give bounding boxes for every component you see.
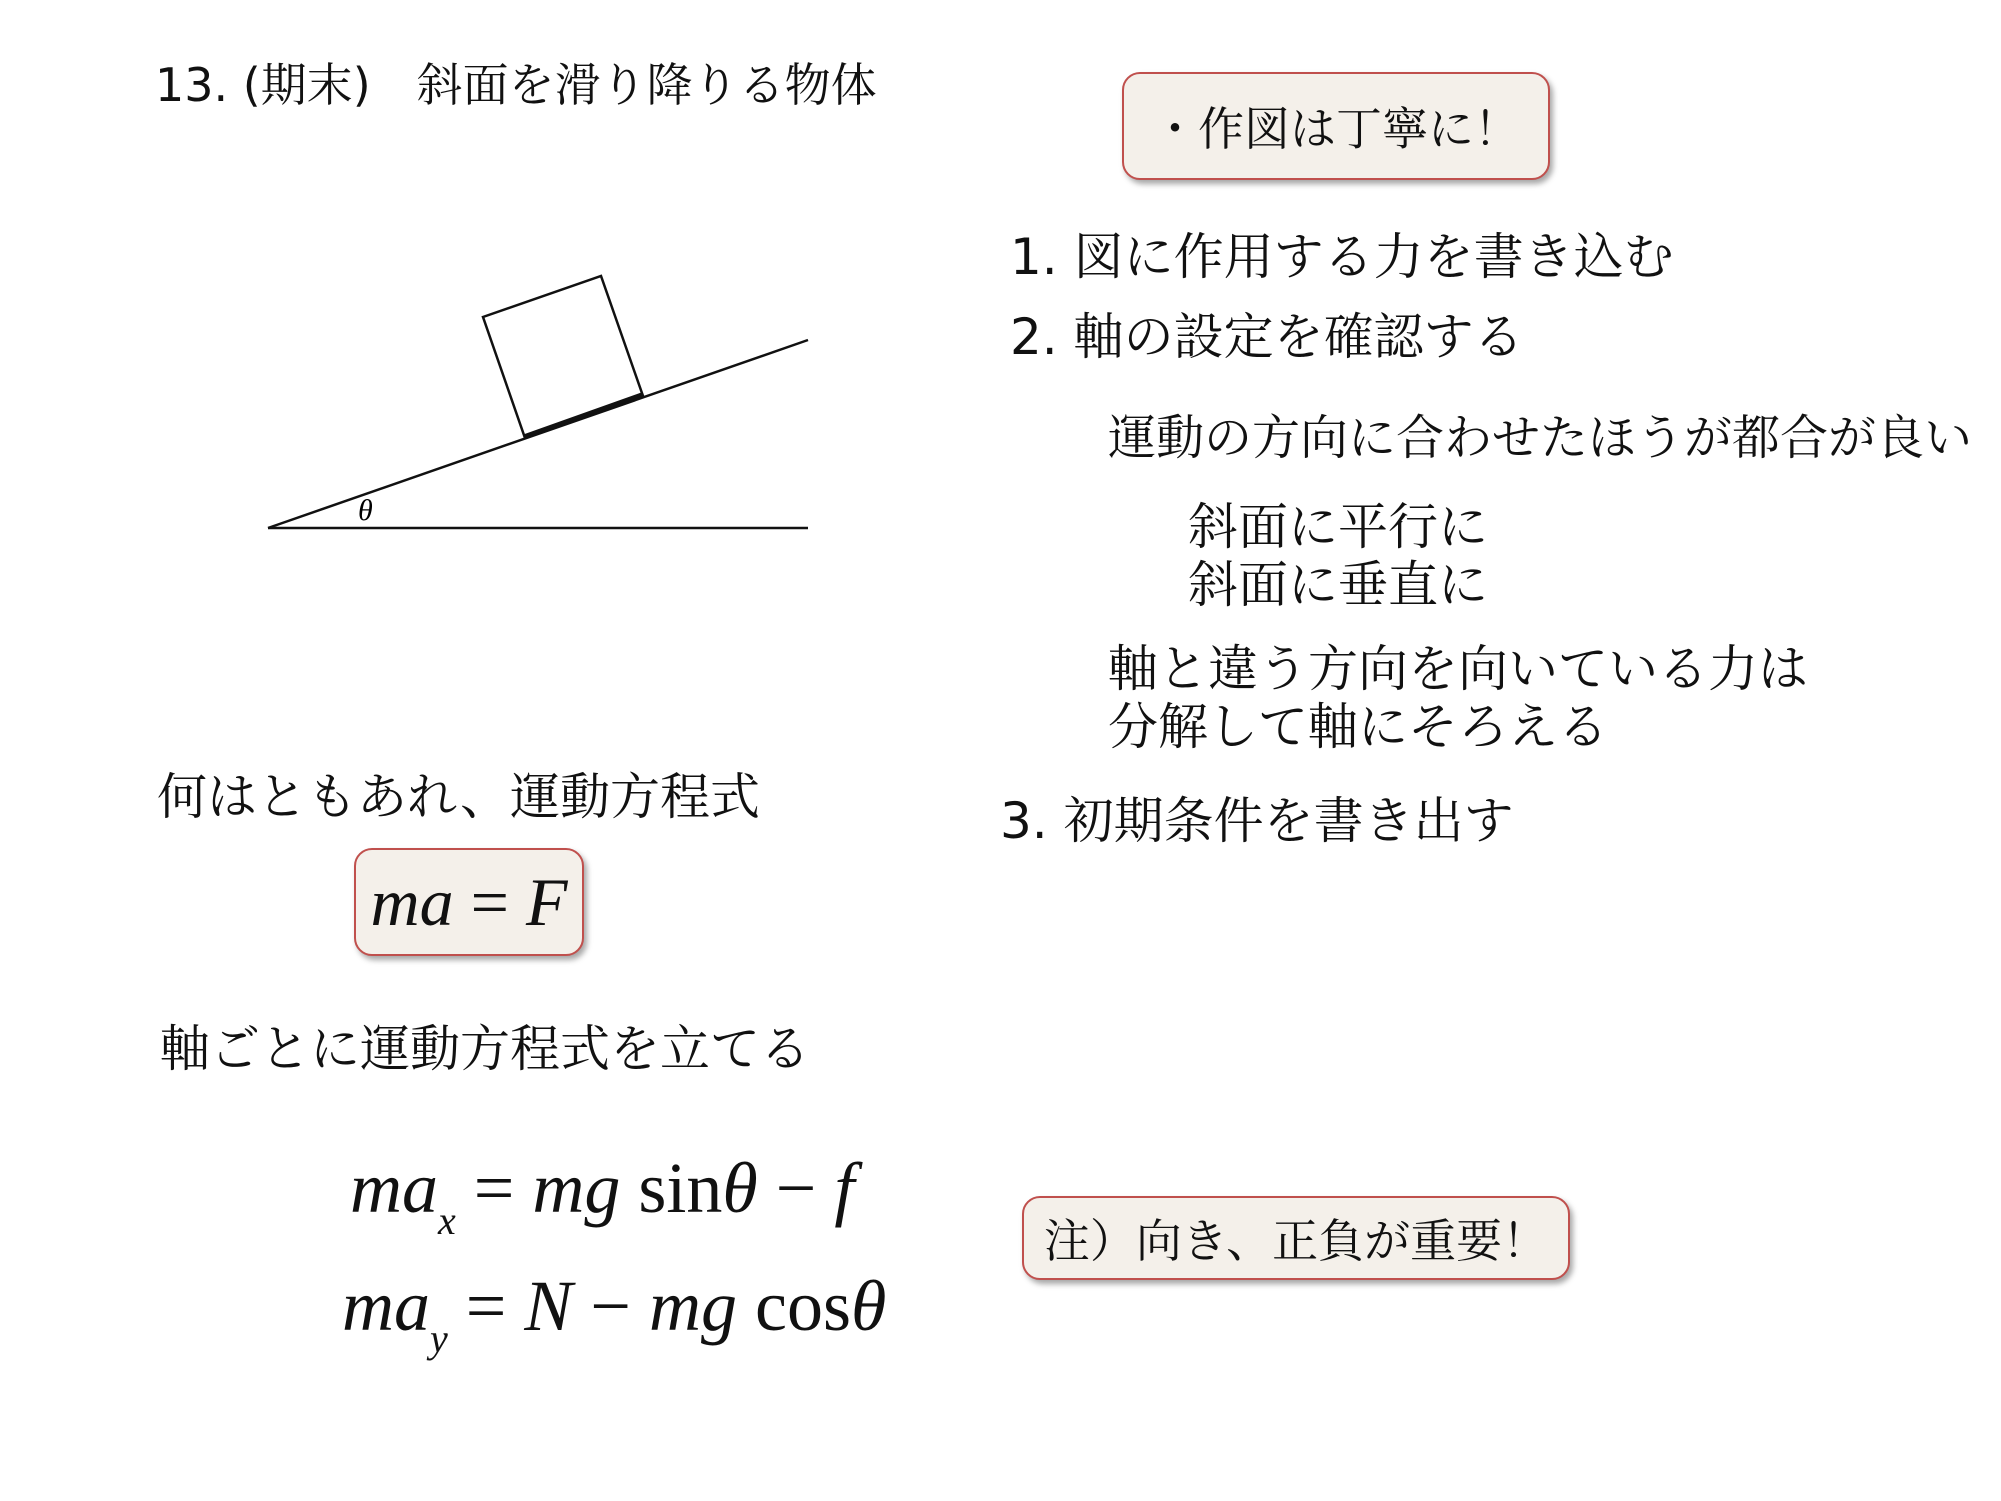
step-3: 3. 初期条件を書き出す [1000,792,1514,850]
note-box [1022,1196,1570,1280]
block [483,276,643,438]
equation-x: $ma_x$ = mg sinθ − f [350,1148,855,1243]
tip-box-text: ・作図は丁寧に！ [1152,102,1520,156]
angle-theta-label: θ [358,494,373,527]
step-2-sub-parallel: 斜面に平行に [1188,498,1488,556]
per-axis-text: 軸ごとに運動方程式を立てる [160,1020,810,1078]
step-2-decomp-line2: 分解して軸にそろえる [1108,698,1608,756]
step-2: 2. 軸の設定を確認する [1010,308,1524,366]
equation-ma-f: ma = F [370,864,568,940]
intro-text: 何はともあれ、運動方程式 [157,768,760,826]
note-box-text: 注）向き、正負が重要！ [1043,1214,1549,1268]
step-1: 1. 図に作用する力を書き込む [1010,228,1674,286]
step-2-sub-perpendicular: 斜面に垂直に [1188,556,1488,614]
step-2-note: 運動の方向に合わせたほうが都合が良い [1108,410,1973,466]
tip-box [1122,72,1550,180]
step-2-decomp-line1: 軸と違う方向を向いている力は [1108,640,1808,698]
equation-box [354,848,584,956]
equation-y: $ma_y = N$ − mg cosθ [342,1266,887,1361]
page-title: 13. (期末) 斜面を滑り降りる物体 [155,58,877,112]
